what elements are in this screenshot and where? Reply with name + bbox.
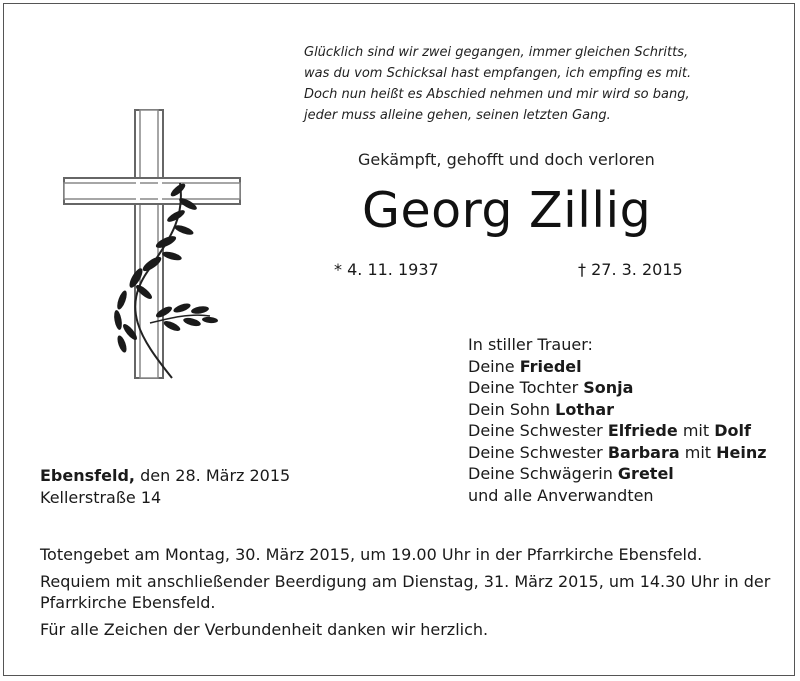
relation-text: Deine Schwester bbox=[468, 442, 608, 462]
relation-text: Deine Tochter bbox=[468, 378, 584, 397]
mourner-line bbox=[468, 442, 767, 464]
requiem-notice: Requiem mit anschließender Beerdigung am Dienstag, 31. März 2015, um 14.30 Uhr in der Pfarrkirche Ebensfeld. bbox=[40, 572, 771, 612]
poem-line: Glücklich sind wir zwei gegangen, immer gleichen Schritts, bbox=[304, 45, 689, 60]
connector-text: mit bbox=[679, 442, 717, 462]
poem bbox=[304, 42, 774, 126]
birth-date: * 4. 11. 1937 bbox=[334, 260, 439, 279]
mourner-line bbox=[468, 377, 767, 399]
wake-notice: Totengebet am Montag, 30. März 2015, um 19.00 Uhr in der Pfarrkirche Ebensfeld. bbox=[40, 545, 703, 564]
mourners-list bbox=[468, 334, 767, 506]
relation-text: Deine bbox=[468, 356, 520, 376]
street-address: Kellerstraße 14 bbox=[40, 488, 162, 507]
mourner-name: Friedel bbox=[519, 356, 582, 376]
poem-line: jeder muss alleine gehen, seinen letzten Gang. bbox=[304, 108, 611, 123]
place-and-date bbox=[40, 465, 290, 509]
funeral-notices bbox=[40, 544, 780, 640]
mourner-name: Gretel bbox=[617, 464, 674, 483]
cross-with-laurel-icon bbox=[60, 108, 250, 388]
place-line bbox=[40, 465, 290, 487]
poem-line: was du vom Schicksal hast empfangen, ich empfing es mit. bbox=[304, 66, 692, 81]
relation-text: Dein Sohn bbox=[468, 399, 556, 419]
mourner-name: Elfriede bbox=[607, 421, 678, 440]
partner-name: Heinz bbox=[716, 442, 767, 462]
issue-date: den 28. März 2015 bbox=[134, 466, 291, 485]
connector-text: mit bbox=[677, 421, 715, 440]
mourner-name: Sonja bbox=[583, 378, 634, 397]
death-date: † 27. 3. 2015 bbox=[578, 260, 683, 279]
mourners-outro: und alle Anverwandten bbox=[468, 485, 654, 505]
mourner-line bbox=[468, 399, 767, 421]
mourner-line bbox=[468, 356, 767, 378]
motto: Gekämpft, gehofft und doch verloren bbox=[358, 150, 655, 169]
relation-text: Deine Schwägerin bbox=[468, 464, 618, 483]
mourner-name: Lothar bbox=[555, 399, 615, 419]
relation-text: Deine Schwester bbox=[468, 421, 608, 440]
poem-line: Doch nun heißt es Abschied nehmen und mir wird so bang, bbox=[304, 87, 690, 102]
mourner-name: Barbara bbox=[607, 442, 680, 462]
deceased-name: Georg Zillig bbox=[362, 182, 652, 239]
thanks-notice: Für alle Zeichen der Verbundenheit danken wir herzlich. bbox=[40, 620, 489, 639]
mourners-intro: In stiller Trauer: bbox=[468, 335, 593, 354]
town-name: Ebensfeld, bbox=[40, 466, 135, 485]
partner-name: Dolf bbox=[714, 421, 751, 440]
mourner-line bbox=[468, 463, 767, 485]
mourner-line bbox=[468, 420, 767, 442]
